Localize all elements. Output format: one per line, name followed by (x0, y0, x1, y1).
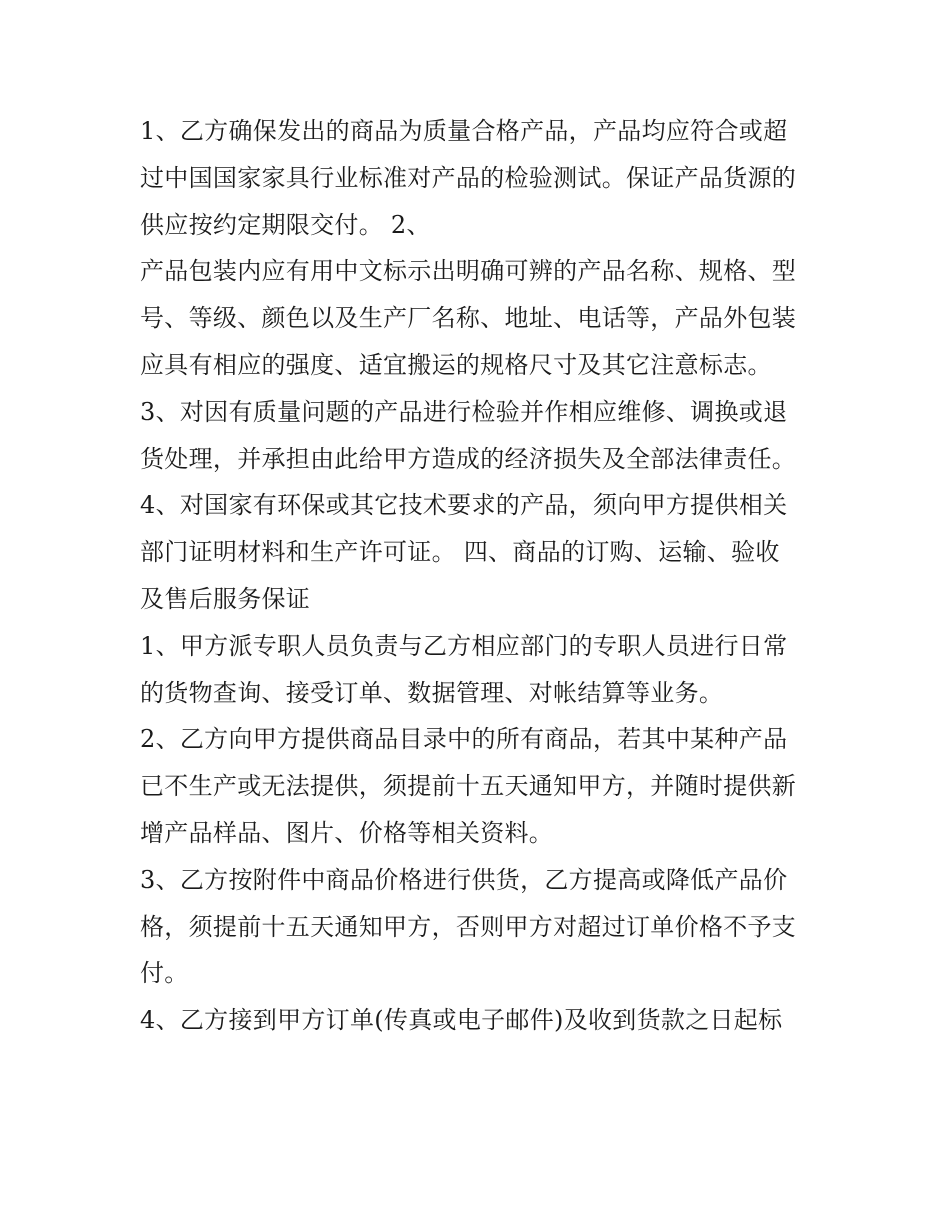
document-page (140, 108, 820, 1044)
text-line: 4、乙方接到甲方订单(传真或电子邮件)及收到货款之日起标 (140, 1006, 783, 1035)
text-line: 的货物查询、接受订单、数据管理、对帐结算等业务。 (140, 678, 724, 707)
text-line: 3、乙方按附件中商品价格进行供货，乙方提高或降低产品价 (140, 865, 788, 894)
text-line: 1、乙方确保发出的商品为质量合格产品，产品均应符合或超 (140, 117, 788, 145)
text-line: 及售后服务保证 (140, 584, 311, 613)
text-line: 货处理，并承担由此给甲方造成的经济损失及全部法律责任。 (140, 444, 797, 473)
text-line: 供应按约定期限交付。 2、 (140, 210, 431, 239)
text-line: 2、乙方向甲方提供商品目录中的所有商品，若其中某种产品 (140, 725, 788, 754)
text-line: 1、甲方派专职人员负责与乙方相应部门的专职人员进行日常 (140, 631, 788, 660)
text-line: 过中国国家家具行业标准对产品的检验测试。保证产品货源的 (140, 163, 797, 192)
text-line: 格，须提前十五天通知甲方，否则甲方对超过订单价格不予支 (140, 912, 797, 941)
text-line: 付。 (140, 959, 189, 988)
text-line: 已不生产或无法提供，须提前十五天通知甲方，并随时提供新 (140, 772, 797, 801)
text-line: 3、对因有质量问题的产品进行检验并作相应维修、调换或退 (140, 397, 788, 426)
text-line: 号、等级、颜色以及生产厂名称、地址、电话等，产品外包装 (140, 304, 797, 333)
text-line: 应具有相应的强度、适宜搬运的规格尺寸及其它注意标志。 (140, 350, 772, 379)
text-line: 增产品样品、图片、价格等相关资料。 (140, 818, 554, 847)
text-line: 产品包装内应有用中文标示出明确可辨的产品名称、规格、型 (140, 257, 797, 286)
text-line: 4、对国家有环保或其它技术要求的产品，须向甲方提供相关 (140, 491, 788, 520)
text-line: 部门证明材料和生产许可证。 四、商品的订购、运输、验收 (140, 538, 780, 567)
